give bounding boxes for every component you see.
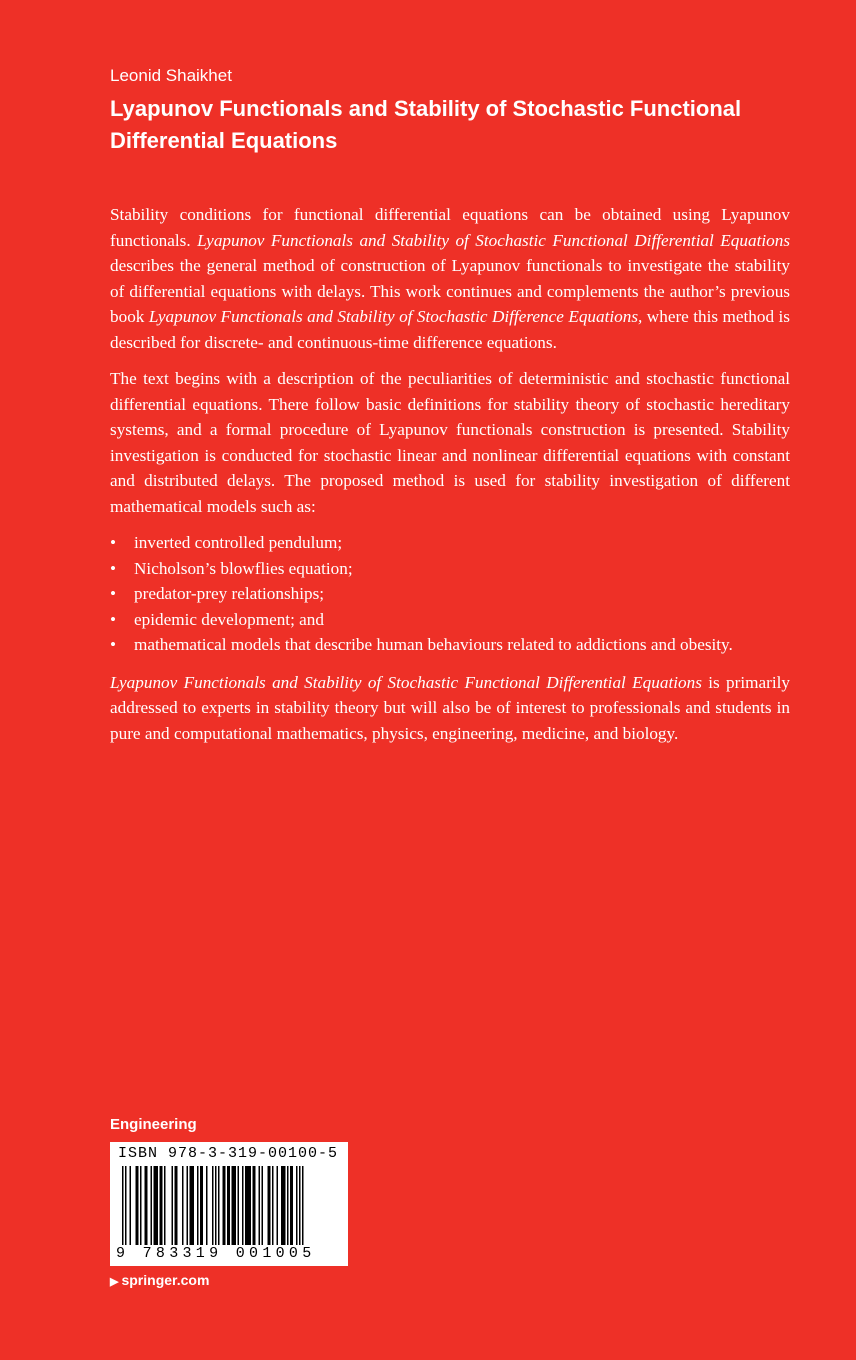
- barcode-bar: [145, 1166, 148, 1248]
- barcode-bar: [242, 1166, 244, 1248]
- barcode-bar: [122, 1166, 124, 1248]
- author-name: Leonid Shaikhet: [110, 66, 232, 85]
- paragraph-3-book-title: Lyapunov Functionals and Stability of Stochastic Functional Differential Equations: [110, 672, 702, 692]
- title-line-1: Lyapunov Functionals and Stability of Stochastic Functional: [110, 96, 742, 121]
- paragraph-1: [110, 202, 790, 355]
- barcode-bar: [277, 1166, 279, 1248]
- barcode-bar: [190, 1166, 195, 1248]
- subject-category: Engineering: [110, 1116, 197, 1133]
- paragraph-1-text-a: Stability conditions for functional differential equations can be obtained using Lyapunov functionals.: [110, 205, 790, 250]
- paragraph-3: [110, 670, 790, 747]
- description: [110, 202, 790, 757]
- list-item: • epidemic development; and: [110, 607, 790, 633]
- title-line-2: Differential Equations: [110, 128, 338, 153]
- website-text: springer.com: [121, 1272, 210, 1288]
- models-list: [110, 530, 790, 658]
- barcode-bar: [182, 1166, 184, 1248]
- barcode-bar: [160, 1166, 163, 1248]
- barcode-bar: [172, 1166, 174, 1248]
- isbn-text: ISBN 978-3-319-00100-5: [118, 1145, 339, 1162]
- barcode-bar: [175, 1166, 178, 1248]
- list-item: • mathematical models that describe human behaviours related to addictions and obesity.: [110, 632, 790, 658]
- barcode-bar: [136, 1166, 139, 1248]
- website-link[interactable]: [110, 1272, 209, 1288]
- barcode-bar: [140, 1166, 142, 1248]
- barcode-bar: [197, 1166, 199, 1248]
- barcode-bar: [215, 1166, 217, 1248]
- paragraph-1-text-b: describes the general method of construction of Lyapunov functionals to investigate the stability of differential equations with delays. This work continues and complements the author’s previous book: [110, 256, 790, 326]
- barcode-bar: [130, 1166, 132, 1248]
- arrow-right-icon: ▶: [110, 1276, 119, 1288]
- paragraph-1-previous-book-title: Lyapunov Functionals and Stability of Stochastic Difference Equations,: [148, 307, 643, 326]
- book-title: [110, 93, 750, 157]
- barcode-bar: [287, 1166, 289, 1248]
- isbn-barcode: [110, 1142, 348, 1266]
- barcode-icon: [122, 1166, 336, 1248]
- list-item: • predator-prey relationships;: [110, 581, 790, 607]
- barcode-bar: [299, 1166, 301, 1248]
- barcode-bar: [281, 1166, 286, 1248]
- barcode-bar: [151, 1166, 153, 1248]
- barcode-bar: [245, 1166, 251, 1248]
- barcode-bar: [268, 1166, 271, 1248]
- barcode-bar: [164, 1166, 166, 1248]
- barcode-digits: 9 783319 001005: [116, 1245, 316, 1262]
- paragraph-3-text: is primarily addressed to experts in stability theory but will also be of interest to professionals and students in pure and computational mathematics, physics, engineering, medicine, and biology.: [110, 672, 790, 743]
- barcode-bar: [296, 1166, 298, 1248]
- barcode-bar: [200, 1166, 203, 1248]
- barcode-bar: [290, 1166, 293, 1248]
- paragraph-1-book-title: Lyapunov Functionals and Stability of Stochastic Functional Differential Equations: [197, 230, 791, 250]
- barcode-bar: [125, 1166, 127, 1248]
- list-item: • inverted controlled pendulum;: [110, 530, 790, 556]
- barcode-bar: [154, 1166, 159, 1248]
- barcode-bar: [272, 1166, 274, 1248]
- barcode-bar: [262, 1166, 264, 1248]
- paragraph-1-text-c: where this method is described for discrete- and continuous-time difference equations.: [110, 307, 790, 352]
- barcode-bar: [206, 1166, 208, 1248]
- barcode-bar: [223, 1166, 226, 1248]
- list-item: • Nicholson’s blowflies equation;: [110, 556, 790, 582]
- barcode-bar: [187, 1166, 189, 1248]
- barcode-bar: [259, 1166, 261, 1248]
- barcode-bar: [253, 1166, 256, 1248]
- barcode-bar: [218, 1166, 220, 1248]
- paragraph-2: The text begins with a description of the peculiarities of deterministic and stochastic functional differential equations. There follow basic definitions for stability theory of stochastic hereditary systems, and a formal procedure of Lyapunov functionals construction is presented. Stability investigation is conducted for stochastic linear and nonlinear differential equations with constant and distributed delays. The proposed method is used for stability investigation of different mathematical models such as:: [110, 369, 790, 516]
- barcode-bar: [212, 1166, 214, 1248]
- barcode-bar: [238, 1166, 240, 1248]
- barcode-bar: [302, 1166, 304, 1248]
- barcode-bar: [232, 1166, 237, 1248]
- barcode-bar: [227, 1166, 230, 1248]
